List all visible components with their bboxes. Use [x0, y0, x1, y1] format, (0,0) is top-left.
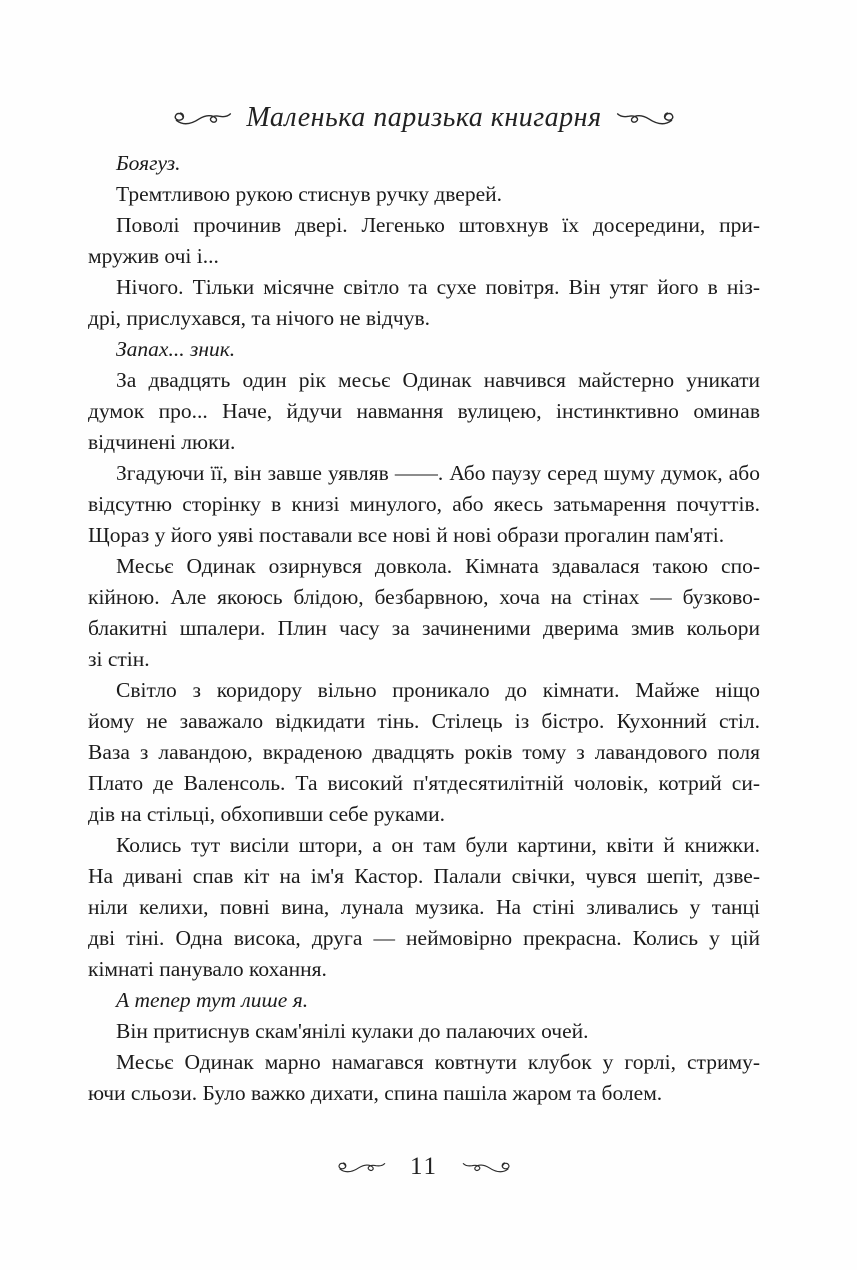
text-line: відсутню сторінку в книзі минулого, або якесь затьмарення почуттів.	[88, 492, 760, 516]
paragraph	[88, 179, 760, 210]
flourish-ornament-left-icon	[174, 108, 232, 128]
text-line: Згадуючи її, він завше уявляв ——. Або паузу серед шуму думок, або	[116, 461, 760, 485]
text-line: Нічого. Тільки місячне світло та сухе повітря. Він утяг його в ніз-	[116, 275, 760, 299]
text-line: мружив очі і...	[88, 244, 219, 268]
text-line: зі стін.	[88, 647, 150, 671]
running-title: Маленька паризька книгарня	[246, 102, 602, 133]
text-line: кімнаті панувало кохання.	[88, 957, 327, 981]
flourish-ornament-right-icon	[462, 1159, 510, 1175]
text-line: дрі, прислухався, та нічого не відчув.	[88, 306, 431, 330]
text-line: На дивані спав кіт на ім'я Кастор. Палали свічки, чувся шепіт, дзве-	[88, 864, 760, 888]
text-line: дів на стільці, обхопивши себе руками.	[88, 802, 445, 826]
paragraph	[88, 148, 760, 179]
paragraph	[88, 1016, 760, 1047]
text-line: Месьє Одинак озирнувся довкола. Кімната здавалася такою спо-	[116, 554, 760, 578]
text-line: ніли келихи, повні вина, лунала музика. На стіні зливались у танці	[88, 895, 760, 919]
text-line: блакитні шпалери. Плин часу за зачиненими дверима змив кольори	[88, 616, 760, 640]
text-line: За двадцять один рік месьє Одинак навчився майстерно уникати	[116, 368, 760, 392]
text-line: Щораз у його уяві поставали все нові й нові образи прогалин пам'яті.	[88, 523, 725, 547]
text-line: Плато де Валенсоль. Та високий п'ятдесятилітній чоловік, котрий си-	[88, 771, 760, 795]
text-line: Тремтливою рукою стиснув ручку дверей.	[116, 182, 503, 206]
paragraph	[88, 830, 760, 985]
running-header	[88, 96, 760, 140]
page-footer	[88, 1146, 760, 1188]
paragraph	[88, 210, 760, 272]
flourish-ornament-right-icon	[616, 108, 674, 128]
text-line: відчинені люки.	[88, 430, 236, 454]
text-line: йому не заважало відкидати тінь. Стілець із бістро. Кухонний стіл.	[88, 709, 760, 733]
text-block	[88, 148, 760, 1109]
paragraph	[88, 365, 760, 458]
text-line: Колись тут висіли штори, а он там були картини, квіти й книжки.	[116, 833, 760, 857]
text-line: Ваза з лавандою, вкраденою двадцять років тому з лавандового поля	[88, 740, 760, 764]
text-line: ючи сльози. Було важко дихати, спина пашіла жаром та болем.	[88, 1081, 663, 1105]
page-number: 11	[409, 1153, 439, 1180]
text-line: Світло з коридору вільно проникало до кімнати. Майже ніщо	[116, 678, 760, 702]
text-line: Він притиснув скам'янілі кулаки до палаючих очей.	[116, 1019, 589, 1043]
text-line: кійною. Але якоюсь блідою, безбарвною, хоча на стінах — бузково-	[88, 585, 760, 609]
paragraph	[88, 551, 760, 675]
paragraph	[88, 458, 760, 551]
text-line: Боягуз.	[116, 151, 181, 175]
paragraph	[88, 272, 760, 334]
text-line: Поволі прочинив двері. Легенько штовхнув їх досередини, при-	[116, 213, 760, 237]
text-line: Запах... зник.	[116, 337, 236, 361]
paragraph	[88, 334, 760, 365]
text-line: думок про... Наче, йдучи навмання вулицею, інстинктивно оминав	[88, 399, 760, 423]
flourish-ornament-left-icon	[338, 1159, 386, 1175]
text-line: дві тіні. Одна висока, друга — неймовірно прекрасна. Колись у цій	[88, 926, 760, 950]
paragraph	[88, 675, 760, 830]
paragraph	[88, 985, 760, 1016]
text-line: Месьє Одинак марно намагався ковтнути клубок у горлі, стриму-	[116, 1050, 760, 1074]
text-line: А тепер тут лише я.	[116, 988, 309, 1012]
paragraph	[88, 1047, 760, 1109]
